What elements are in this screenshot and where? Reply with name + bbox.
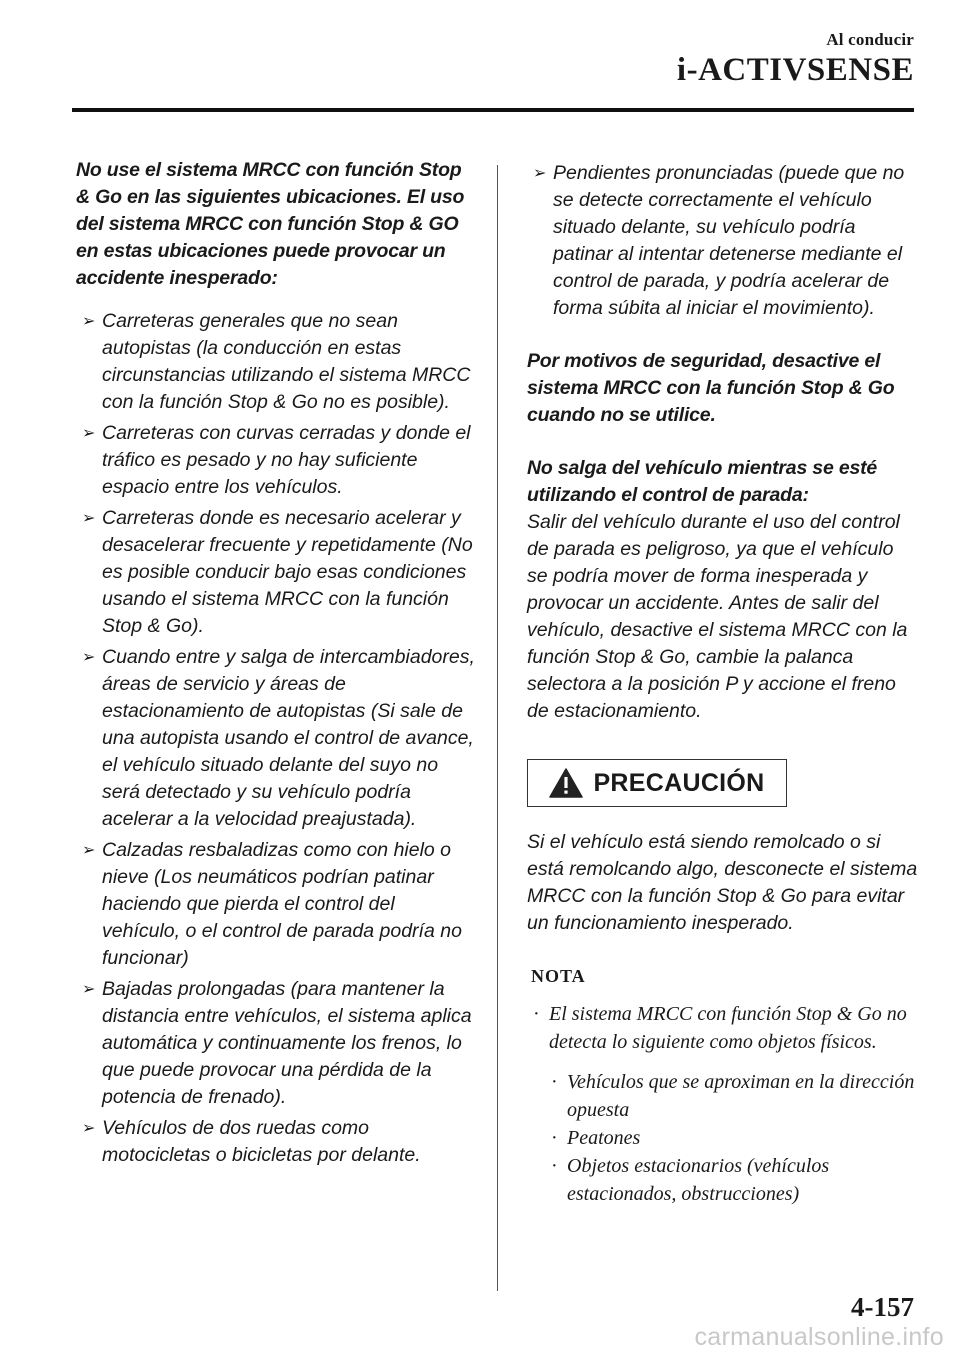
nota-label: NOTA [531, 966, 586, 986]
column-divider [497, 165, 498, 1291]
location-list [76, 308, 476, 1169]
exit-warning-text: Salir del vehículo durante el uso del control de parada es peligroso, ya que el vehículo se podría mover de forma inesperada y provocar un accidente. Antes de salir del vehículo, desactive el sistema MRCC con la función Stop & Go, cambie la palanca selectora a la posición P y accione el freno de estacionamiento. [527, 511, 908, 722]
page-number: 4-157 [851, 1292, 914, 1322]
arrow-bullet-icon: ➢ [82, 842, 96, 859]
precaution-label: PRECAUCIÓN [593, 768, 765, 797]
bullet-dot-icon: · [551, 1127, 558, 1149]
list-item: ➢ Carreteras generales que no sean autopistas (la conducción en estas circunstancias utilizando el sistema MRCC con la función Stop & Go no es posible). [82, 310, 471, 413]
arrow-bullet-icon: ➢ [82, 1120, 96, 1137]
arrow-bullet-icon: ➢ [82, 510, 96, 527]
arrow-bullet-icon: ➢ [82, 425, 96, 442]
bullet-dot-icon: · [551, 1071, 558, 1093]
warning-triangle-icon [549, 768, 583, 798]
safety-note: Por motivos de seguridad, desactive el sistema MRCC con la función Stop & Go cuando no se utilice. [527, 350, 895, 426]
exit-warning-heading: No salga del vehículo mientras se esté utilizando el control de parada: [527, 457, 878, 506]
arrow-bullet-icon: ➢ [82, 649, 96, 666]
running-header [677, 30, 914, 89]
list-item: ➢ Carreteras donde es necesario acelerar y desacelerar frecuente y repetidamente (No es posible conducir bajo esas condiciones usando el sistema MRCC con la función Stop & Go). [82, 507, 473, 637]
section-name: Al conducir [826, 30, 914, 49]
nota-list [527, 1000, 919, 1056]
arrow-bullet-icon: ➢ [82, 981, 96, 998]
list-item: ➢ Carreteras con curvas cerradas y donde el tráfico es pesado y no hay suficiente espacio entre los vehículos. [82, 422, 471, 498]
arrow-bullet-icon: ➢ [533, 165, 547, 182]
nota-sub-list [545, 1068, 919, 1208]
bullet-dot-icon: · [533, 1003, 540, 1025]
right-column [527, 150, 919, 1208]
location-list-continued [527, 160, 919, 322]
bullet-dot-icon: · [551, 1155, 558, 1177]
list-item: · Objetos estacionarios (vehículos estacionados, obstrucciones) [545, 1152, 919, 1208]
precaution-text: Si el vehículo está siendo remolcado o si está remolcando algo, desconecte el sistema MRCC con la función Stop & Go para evitar un funcionamiento inesperado. [527, 831, 918, 934]
list-item: · El sistema MRCC con función Stop & Go no detecta lo siguiente como objetos físicos. [527, 1000, 919, 1056]
list-item: · Vehículos que se aproximan en la dirección opuesta [545, 1068, 919, 1124]
list-item: ➢ Cuando entre y salga de intercambiadores, áreas de servicio y áreas de estacionamiento de autopistas (Si sale de una autopista usando el control de avance, el vehículo situado delante del suyo no será detectado y su vehículo podría acelerar a la velocidad preajustada). [82, 646, 475, 830]
header-rule [72, 108, 914, 112]
list-item: · Peatones [545, 1124, 919, 1152]
left-column [76, 150, 476, 1173]
list-item: ➢ Calzadas resbaladizas como con hielo o nieve (Los neumáticos podrían patinar haciendo que pierda el control del vehículo, o el control de parada podría no funcionar) [82, 839, 462, 969]
list-item: ➢ Vehículos de dos ruedas como motocicletas o bicicletas por delante. [82, 1117, 421, 1166]
list-item: ➢ Bajadas prolongadas (para mantener la distancia entre vehículos, el sistema aplica automática y continuamente los frenos, lo que puede provocar una pérdida de la potencia de frenado). [82, 978, 472, 1108]
arrow-bullet-icon: ➢ [82, 313, 96, 330]
watermark: carmanualsonline.info [694, 1323, 944, 1351]
chapter-title: i-ACTIVSENSE [676, 52, 914, 88]
list-item: ➢ Pendientes pronunciadas (puede que no se detecte correctamente el vehículo situado delante, su vehículo podría patinar al intentar detenerse mediante el control de parada, y podría acelerar de forma súbita al iniciar el movimiento). [533, 162, 905, 319]
precaution-box [527, 759, 787, 807]
warning-heading: No use el sistema MRCC con función Stop & Go en las siguientes ubicaciones. El uso del sistema MRCC con función Stop & GO en estas ubicaciones puede provocar un accidente inesperado: [76, 159, 465, 289]
